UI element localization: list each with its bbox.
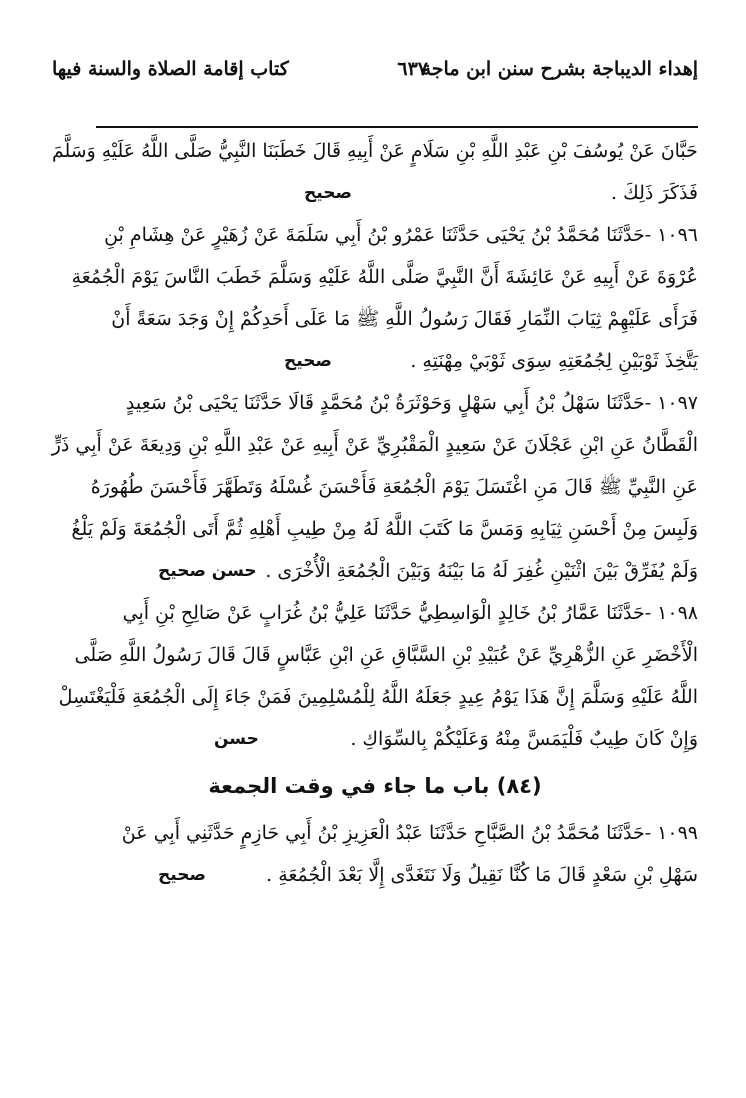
line-text: حَبَّانَ عَنْ يُوسُفَ بْنِ عَبْدِ اللَّهِ بْنِ سَلَامٍ عَنْ أَبِيهِ قَالَ خَطَبَنَا النَّبِيُّ صَلَّى اللَّهُ عَلَيْهِ وَسَلَّمَ	[52, 140, 698, 162]
page-header	[52, 58, 698, 98]
text-line	[52, 550, 698, 592]
line-text: عَنِ النَّبِيِّ ﷺ قَالَ مَنِ اغْتَسَلَ يَوْمَ الْجُمُعَةِ فَأَحْسَنَ غُسْلَهُ وَتَطَهَّرَ فَأَحْسَنَ طُهُورَهُ	[90, 476, 698, 498]
line-text: وَلَمْ يُفَرِّقْ بَيْنَ اثْنَيْنِ غُفِرَ لَهُ مَا بَيْنَهُ وَبَيْنَ الْجُمُعَةِ الْأُخْرَى .	[265, 560, 698, 582]
hadith-grade: صحيح	[158, 865, 206, 885]
line-text: ١٠٩٦ -حَدَّثَنَا مُحَمَّدُ بْنُ يَحْيَى حَدَّثَنَا عَمْرُو بْنُ أَبِي سَلَمَةَ عَنْ زُهَيْرٍ عَنْ هِشَامِ بْنِ	[104, 224, 698, 246]
book-title: إهداء الديباجة بشرح سنن ابن ماجة	[421, 58, 698, 80]
text-line	[52, 340, 698, 382]
text-line	[52, 424, 698, 466]
hadith-line	[52, 214, 698, 256]
text-line	[52, 130, 698, 172]
line-text: فَرَأَى عَلَيْهِمْ ثِيَابَ النِّمَارِ فَقَالَ رَسُولُ اللَّهِ ﷺ مَا عَلَى أَحَدِكُمْ إِنْ وَجَدَ سَعَةً أَنْ	[111, 308, 698, 330]
line-text: ١٠٩٩ -حَدَّثَنَا مُحَمَّدُ بْنُ الصَّبَّاحِ حَدَّثَنَا عَبْدُ الْعَزِيزِ بْنُ أَبِي حَازِمٍ حَدَّثَنِي أَبِي عَنْ	[121, 822, 698, 844]
text-line	[52, 718, 698, 760]
text-line	[52, 634, 698, 676]
section-heading: (٨٤) باب ما جاء في وقت الجمعة	[208, 774, 542, 798]
text-line	[52, 298, 698, 340]
line-text: ١٠٩٨ -حَدَّثَنَا عَمَّارُ بْنُ خَالِدٍ الْوَاسِطِيُّ حَدَّثَنَا عَلِيُّ بْنُ غُرَابٍ عَنْ صَالِحِ بْنِ أَبِي	[122, 602, 698, 624]
hadith-grade: حسن	[214, 729, 259, 749]
text-line	[52, 508, 698, 550]
line-text: الْقَطَّانُ عَنِ ابْنِ عَجْلَانَ عَنْ سَعِيدٍ الْمَقْبُرِيِّ عَنْ أَبِيهِ عَنْ عَبْدِ اللَّهِ بْنِ وَدِيعَةَ عَنْ أَبِي ذَرٍّ	[51, 434, 698, 456]
text-line	[52, 676, 698, 718]
text-line	[52, 466, 698, 508]
hadith-grade: صحيح	[284, 351, 332, 371]
text-line	[52, 854, 698, 896]
chapter-title: كتاب إقامة الصلاة والسنة فيها	[52, 58, 289, 80]
page-body	[52, 130, 698, 896]
hadith-grade: صحيح	[304, 183, 352, 203]
line-text: اللَّهُ عَلَيْهِ وَسَلَّمَ إِنَّ هَذَا يَوْمُ عِيدٍ جَعَلَهُ اللَّهُ لِلْمُسْلِمِينَ فَمَنْ جَاءَ إِلَى الْجُمُعَةِ فَلْيَغْتَسِلْ	[58, 686, 698, 708]
text-line	[52, 256, 698, 298]
hadith-grade: حسن صحيح	[158, 561, 257, 581]
line-text: سَهْلِ بْنِ سَعْدٍ قَالَ مَا كُنَّا نَقِيلُ وَلَا نَتَغَدَّى إِلَّا بَعْدَ الْجُمُعَةِ .	[266, 864, 698, 886]
line-text: فَذَكَرَ ذَلِكَ .	[611, 182, 698, 204]
hadith-line	[52, 592, 698, 634]
header-rule	[96, 126, 698, 128]
line-text: ١٠٩٧ -حَدَّثَنَا سَهْلُ بْنُ أَبِي سَهْلٍ وَحَوْثَرَةُ بْنُ مُحَمَّدٍ قَالَا حَدَّثَنَا يَحْيَى بْنُ سَعِيدٍ	[125, 392, 698, 414]
line-text: عُرْوَةَ عَنْ أَبِيهِ عَنْ عَائِشَةَ أَنَّ النَّبِيَّ صَلَّى اللَّهُ عَلَيْهِ وَسَلَّمَ خَطَبَ النَّاسَ يَوْمَ الْجُمُعَةِ	[71, 266, 698, 288]
line-text: وَلَبِسَ مِنْ أَحْسَنِ ثِيَابِهِ وَمَسَّ مَا كَتَبَ اللَّهُ لَهُ مِنْ طِيبِ أَهْلِهِ ثُمَّ أَتَى الْجُمُعَةَ وَلَمْ يَلْغُ	[71, 518, 698, 540]
line-text: وَإِنْ كَانَ طِيبٌ فَلْيَمَسَّ مِنْهُ وَعَلَيْكُمْ بِالسِّوَاكِ .	[350, 728, 698, 750]
text-line	[52, 172, 698, 214]
page-number: ٦٣٧	[397, 58, 428, 80]
line-text: يَتَّخِذَ ثَوْبَيْنِ لِجُمُعَتِهِ سِوَى ثَوْبَيْ مِهْنَتِهِ .	[410, 350, 698, 372]
hadith-line	[52, 382, 698, 424]
hadith-line	[52, 812, 698, 854]
line-text: الْأَخْضَرِ عَنِ الزُّهْرِيِّ عَنْ عُبَيْدِ بْنِ السَّبَّاقِ عَنِ ابْنِ عَبَّاسٍ قَالَ قَالَ رَسُولُ اللَّهِ صَلَّى	[74, 644, 698, 666]
